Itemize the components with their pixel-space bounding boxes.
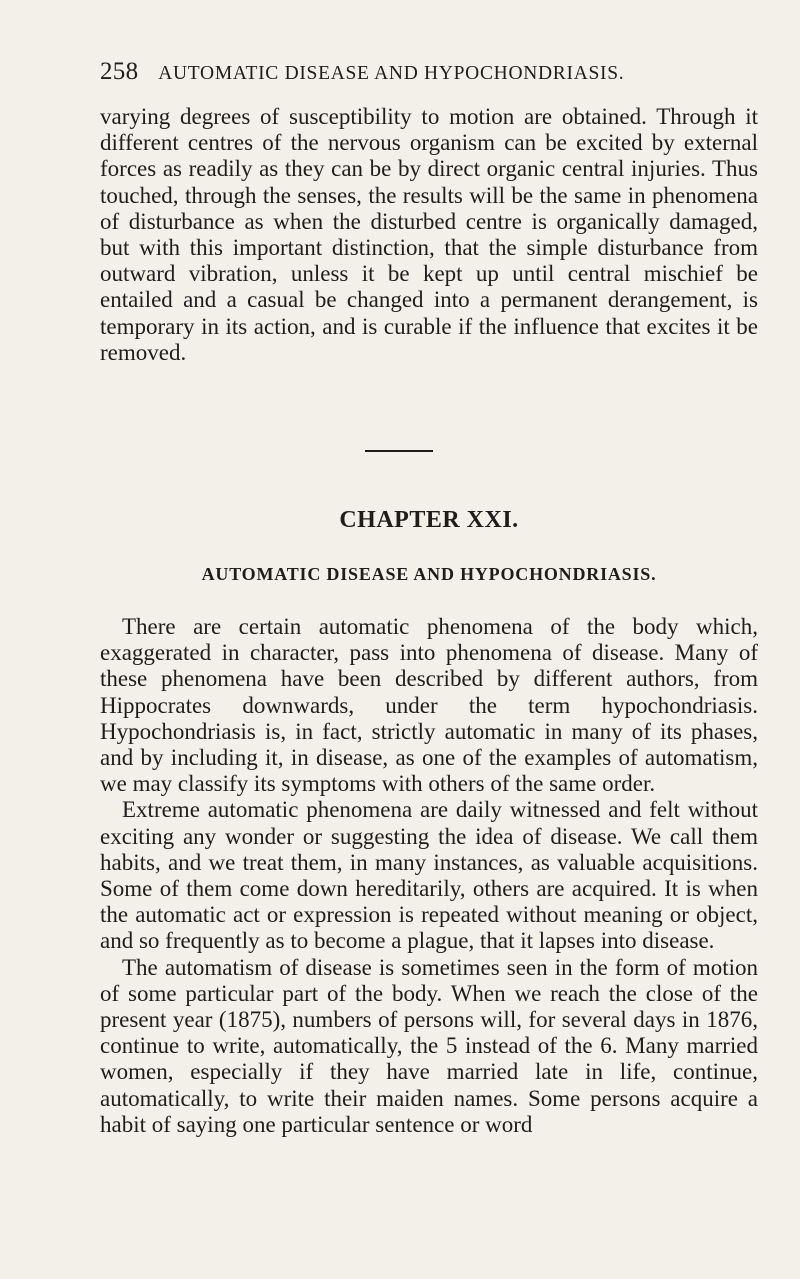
section-divider (365, 450, 433, 452)
chapter-number: CHAPTER XXI. (339, 507, 519, 533)
continued-paragraph: varying degrees of susceptibility to motion are obtained. Through it different centres of the nervous organism can be excited by external forces as readily as they can be by direct organic central injuries. Thus touched, through the senses, the results will be the same in phenomena of disturbance as when the disturbed centre is organically damaged, but with this important distinction, that the simple disturbance from outward vibration, unless it be kept up until central mischief be entailed and a casual be changed into a permanent derangement, is temporary in its action, and is curable if the influence that excites it be removed. (100, 104, 758, 365)
chapter-title: AUTOMATIC DISEASE AND HYPOCHONDRIASIS. (201, 564, 657, 584)
chapter-paragraph-2: Extreme automatic phenomena are daily witnessed and felt without exciting any wonder or suggesting the idea of disease. We call them habits, and we treat them, in many instances, as valuable acquisitions. Some of them come down hereditarily, others are acquired. It is when the automatic act or expression is repeated without meaning or object, and so frequently as to become a plague, that it lapses into disease. (100, 797, 758, 954)
running-head (100, 58, 760, 86)
page-number: 258 (100, 58, 139, 85)
chapter-body (100, 614, 758, 1138)
chapter-paragraph-3: The automatism of disease is sometimes seen in the form of motion of some particular part of the body. When we reach the close of the present year (1875), numbers of persons will, for several days in 1876, continue to write, automatically, the 5 instead of the 6. Many married women, especially if they have married late in life, continue, automatically, to write their maiden names. Some persons acquire a habit of saying one particular sentence or word (100, 954, 758, 1137)
chapter-paragraph-1: There are certain automatic phenomena of the body which, exaggerated in character, pass into phenomena of disease. Many of these phenomena have been described by different authors, from Hippocrates downwards, under the term hypochondriasis. Hypochondriasis is, in fact, strictly automatic in many of its phases, and by including it, in disease, as one of the examples of automatism, we may classify its symptoms with others of the same order. (100, 614, 758, 797)
running-head-title: AUTOMATIC DISEASE AND HYPOCHONDRIASIS. (158, 63, 625, 84)
